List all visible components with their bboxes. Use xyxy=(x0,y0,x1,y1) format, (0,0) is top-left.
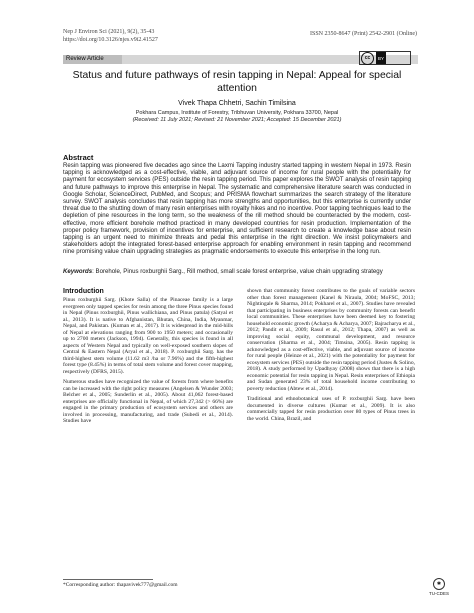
abstract-text: Resin tapping was pioneered five decades ago since the Laxmi Tapping industry started tapping in western Nepal in 1973. Resin tapping is acknowledged as a cost-effective, viable, and adjuvant source of income for rural people with the potentiality for payment for ecosystem services (PES) outside the resin tapping period. This paper explores the SWOT analysis of resin tapping and future pathways to improve this enterprise in Nepal. The systematic and comprehensive literature search was conducted in Google Scholar, ScienceDirect, PubMed, and Scopus; and PRISMA flowchart summarizes the search strategy of the literature survey. SWOT analysis concludes that resin tapping has more strengths and opportunities, but this enterprise is currently under threat due to the shutting down of many resin enterprises with royalty hikes and no incentive. Poor tapping techniques lead to the depletion of pine resources in the long term, so the weakness of the rill method should be counteracted by the modern, cost-effective, more efficient borehole method practiced in many developed countries for resin production. Implementation of the proper policy framework, provision of incentives for enterprise, and sufficient research to create a knowledge base about resin tapping is an urgent need to minimize threats and pedal this enterprise in the right direction. We insist policymakers and stakeholders adopt the integrated forest-based enterprise approach for enabling environment in resin tapping and recommend nine promising value chain upgrading strategies as pragmatic endorsements to execute this enterprise in the long run. xyxy=(63,162,411,256)
affiliation: Pokhara Campus, Institute of Forestry, Tribhuvan University, Pokhara 33700, Nepal xyxy=(135,110,339,116)
article-title: Status and future pathways of resin tapping in Nepal: Appeal for special attention xyxy=(72,70,402,94)
abstract-heading: Abstract xyxy=(63,153,94,162)
keywords-list: : Borehole, Pinus roxburghii Sarg., Rill method, small scale forest enterprise, value chain upgrading strategy xyxy=(92,268,383,275)
body-column-left xyxy=(63,288,233,429)
introduction-heading: Introduction xyxy=(63,288,104,295)
publisher-logo-icon: ✱ xyxy=(433,578,445,590)
corresponding-author-footnote: *Corresponding author: thapavivek777@gmail.com xyxy=(63,582,178,588)
body-paragraph: Traditional and ethnobotanical uses of P. roxburghii Sarg. have been documented in diverse cultures (Kumar et al., 2009). It is also commercially tapped for resin production over 80 types of Pinus trees in the world. China, Brazil, and xyxy=(247,396,415,422)
journal-issue: Nep J Environ Sci (2021), 9(2), 35-43 xyxy=(63,29,155,35)
footnote-divider xyxy=(63,579,153,580)
doi-link[interactable]: https://doi.org/10.3126/njes.v9i2.41527 xyxy=(63,37,158,43)
body-column-right xyxy=(247,288,415,426)
author-list: Vivek Thapa Chhetri, Sachin Timilsina xyxy=(178,100,296,107)
submission-dates: (Received: 11 July 2021; Revised: 21 November 2021; Accepted: 15 December 2021) xyxy=(132,117,342,123)
creative-commons-icon: cc xyxy=(361,52,374,65)
body-paragraph: Numerous studies have recognized the value of forests from where benefits can be increased with the right policy measures (Angelsen & Wunder 2003; Belcher et al., 2005; Sunderlin et al., 2005). About 41,062 forest-based enterprises are officially functional in Nepal, of which 27,342 (> 66%) are engaged in the primary production of ecosystem services and others are involved in processing, manufacturing, and trade (Subedi et al., 2014). Studies have xyxy=(63,379,233,424)
body-paragraph: shown that community forest contributes to the goals of variable sectors other than forest management (Kanel & Niraula, 2004; MoFSC, 2013; Nightingale & Sharma, 2014; Pokharel et al., 2007). Studies have revealed that participating in business enterprises by community forests can benefit local communities. These enterprises have been deemed key to fostering household economic growth (Acharya & Acharya, 2007; Bajracharya et al., 2012; Pandit et al., 2009; Rasul et al., 2012; Thapa, 2007) as well as improving social equity, communal development, and resource conservation (Sharma et al., 2004; Timsina, 2005). Resin tapping is acknowledged as a cost-effective, viable, and adjuvant source of income for rural people (Heinze et al., 2021) with the potentiality for payment for ecosystem services (PES) outside the resin tapping period (Justes & Solino, 2018). A study performed by Upadhyay (2008) shows that there is a high economic potential for resin tapping in Nepal. Resin enterprises of Ethiopia and Sudan generated 23% of total household income contributing to poverty reduction (Abtew et al., 2014). xyxy=(247,288,415,392)
cc-license-badge[interactable] xyxy=(359,51,411,65)
journal-citation xyxy=(63,28,158,44)
body-paragraph: Pinus roxburghii Sarg. (Khote Salla) of the Pinaceae family is a large evergreen only tapped species for resin among the three Pinus species found in Nepal (Pinus roxburghii, Pinus wallichiana, and Pinus patula) (Satyal et al., 2013). It is native to Afghanistan, Bhutan, China, India, Myanmar, Nepal, and Pakistan. (Kuman et al., 2017). It is widespread in the mid-hills of Nepal at elevations ranging from 900 to 1950 meters; and occasionally up to 2700 meters (Jackson, 1994). Generally, this species is found in all aspects of Western Nepal and typically on well-exposed southern slopes of Central & Eastern Nepal (Aryal et al., 2018). P. roxburghii Sarg. has the third-highest stem volume (11.62 m3 /ha or 7.96%) and the fifth-highest forest type (8.45%) in terms of total stem volume and forest cover mapping, respectively (DFRS, 2015). xyxy=(63,297,233,375)
publisher-logo-label: TU-CDES xyxy=(429,591,449,596)
affiliation-block xyxy=(63,110,411,124)
keywords-line xyxy=(63,268,411,275)
article-type-label: Review Article xyxy=(63,55,122,64)
issn-line: ISSN 2350-8647 (Print) 2542-2901 (Online) xyxy=(310,31,417,37)
publisher-logo xyxy=(428,578,450,596)
attribution-icon: BY xyxy=(376,52,386,64)
keywords-label: Keywords xyxy=(63,268,93,275)
